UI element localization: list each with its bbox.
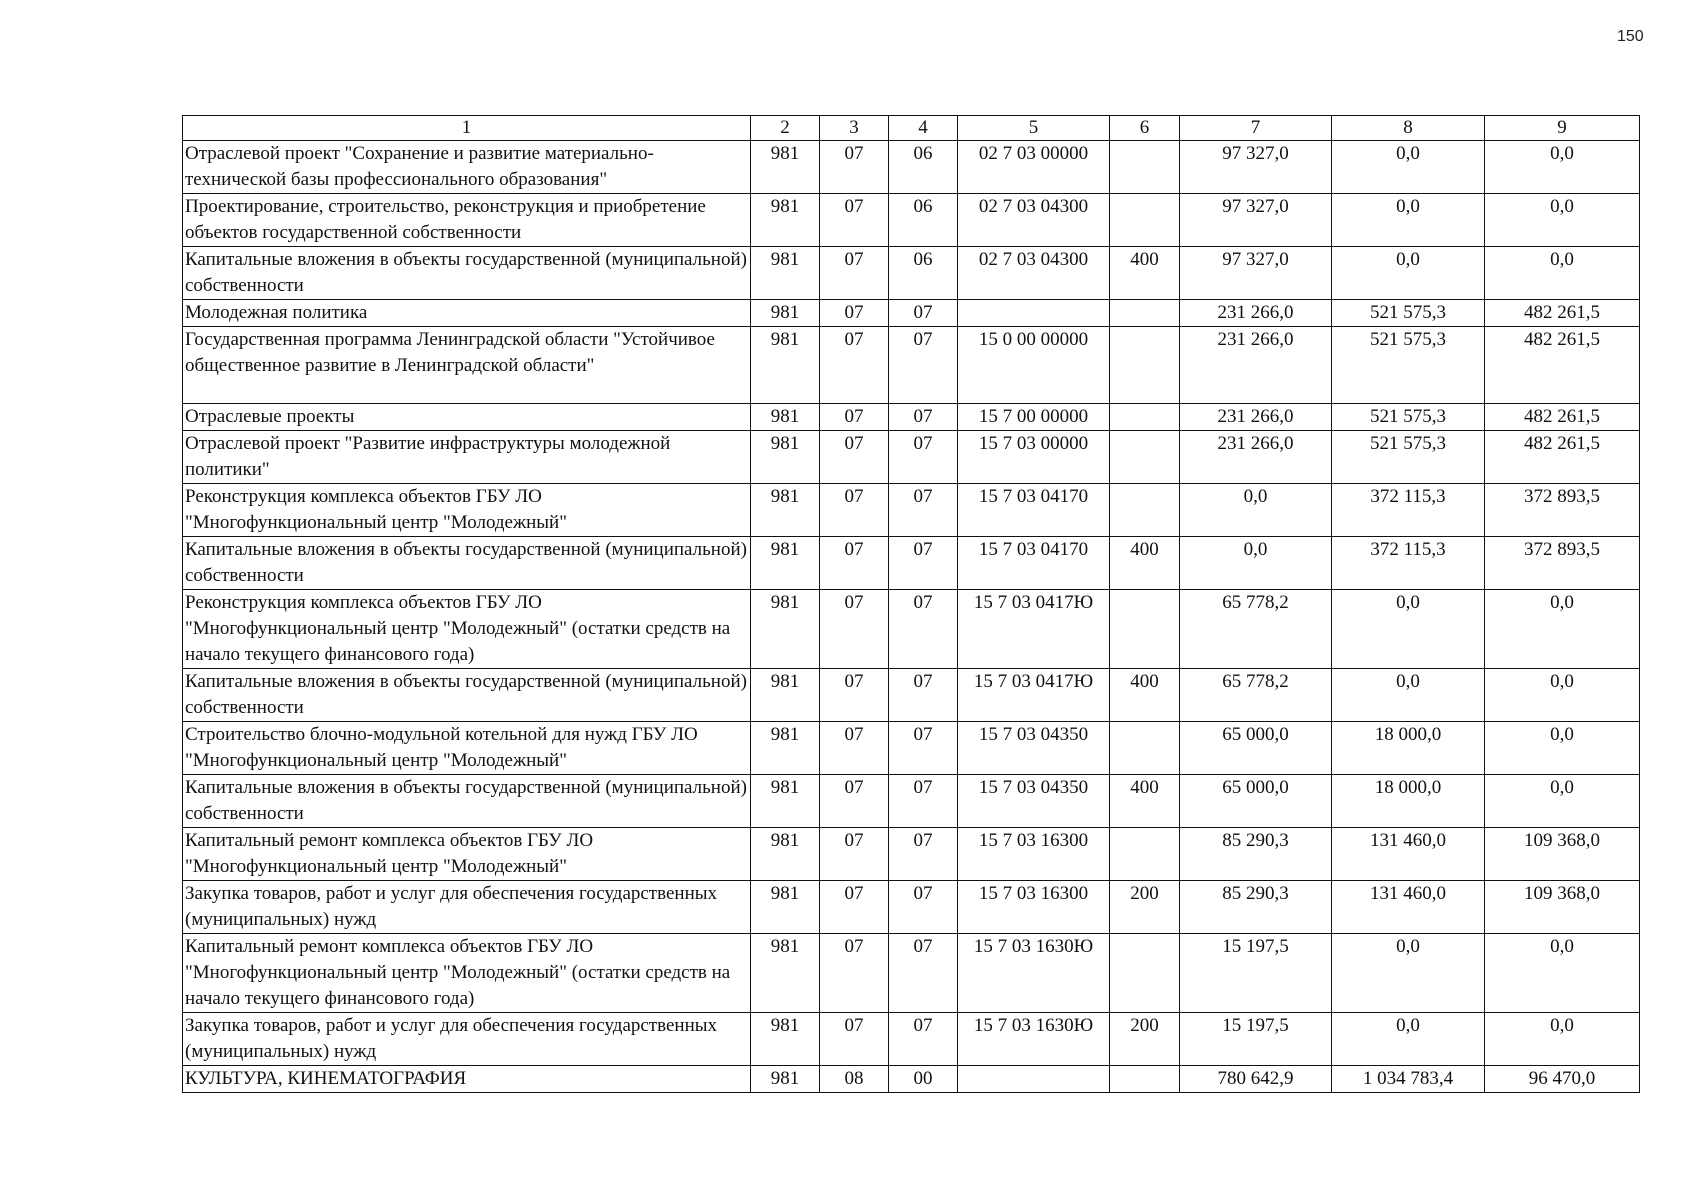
row-subsection-cell: 07 <box>889 881 958 934</box>
row-target-code-cell: 15 7 03 1630Ю <box>958 934 1110 1013</box>
table-row <box>183 722 1640 775</box>
row-expense-type-cell <box>1110 141 1180 194</box>
row-amount-9-cell: 482 261,5 <box>1485 404 1640 431</box>
row-section-cell: 07 <box>820 881 889 934</box>
row-amount-8-cell: 0,0 <box>1332 590 1485 669</box>
row-target-code-cell: 15 7 03 04170 <box>958 484 1110 537</box>
row-amount-9-cell: 482 261,5 <box>1485 300 1640 327</box>
row-amount-8-cell: 0,0 <box>1332 141 1485 194</box>
row-subsection-cell: 07 <box>889 669 958 722</box>
row-expense-type-cell <box>1110 431 1180 484</box>
row-target-code-cell: 15 7 03 04350 <box>958 722 1110 775</box>
row-section-cell: 07 <box>820 1013 889 1066</box>
row-section-cell: 07 <box>820 590 889 669</box>
row-target-code-cell: 15 7 03 16300 <box>958 828 1110 881</box>
row-section-cell: 08 <box>820 1066 889 1093</box>
table-row <box>183 300 1640 327</box>
row-admin-code-cell: 981 <box>751 1066 820 1093</box>
row-expense-type-cell <box>1110 722 1180 775</box>
row-amount-8-cell: 131 460,0 <box>1332 828 1485 881</box>
row-admin-code-cell: 981 <box>751 404 820 431</box>
table-row <box>183 1066 1640 1093</box>
row-target-code-cell: 15 7 03 16300 <box>958 881 1110 934</box>
row-amount-7-cell: 231 266,0 <box>1180 300 1332 327</box>
row-amount-7-cell: 85 290,3 <box>1180 881 1332 934</box>
row-section-cell: 07 <box>820 537 889 590</box>
row-subsection-cell: 07 <box>889 934 958 1013</box>
row-amount-9-cell: 0,0 <box>1485 247 1640 300</box>
row-amount-8-cell: 521 575,3 <box>1332 300 1485 327</box>
row-expense-type-cell: 400 <box>1110 669 1180 722</box>
row-amount-7-cell: 97 327,0 <box>1180 247 1332 300</box>
row-section-cell: 07 <box>820 669 889 722</box>
row-section-cell: 07 <box>820 484 889 537</box>
row-amount-7-cell: 231 266,0 <box>1180 327 1332 404</box>
row-expense-type-cell <box>1110 934 1180 1013</box>
table-row <box>183 431 1640 484</box>
row-amount-9-cell: 0,0 <box>1485 722 1640 775</box>
row-admin-code-cell: 981 <box>751 775 820 828</box>
row-amount-8-cell: 18 000,0 <box>1332 722 1485 775</box>
row-target-code-cell <box>958 1066 1110 1093</box>
row-target-code-cell: 15 7 03 0417Ю <box>958 590 1110 669</box>
table-row <box>183 828 1640 881</box>
row-target-code-cell: 02 7 03 00000 <box>958 141 1110 194</box>
row-amount-9-cell: 0,0 <box>1485 1013 1640 1066</box>
row-section-cell: 07 <box>820 828 889 881</box>
row-amount-7-cell: 97 327,0 <box>1180 194 1332 247</box>
row-name-cell: Реконструкция комплекса объектов ГБУ ЛО "Многофункциональный центр "Молодежный" (остатки средств на начало текущего финансового года) <box>183 590 751 669</box>
row-subsection-cell: 07 <box>889 537 958 590</box>
row-amount-8-cell: 372 115,3 <box>1332 484 1485 537</box>
row-amount-7-cell: 85 290,3 <box>1180 828 1332 881</box>
row-amount-8-cell: 0,0 <box>1332 1013 1485 1066</box>
row-name-cell: Капитальные вложения в объекты государственной (муниципальной) собственности <box>183 669 751 722</box>
row-amount-9-cell: 109 368,0 <box>1485 881 1640 934</box>
row-admin-code-cell: 981 <box>751 590 820 669</box>
row-amount-7-cell: 231 266,0 <box>1180 431 1332 484</box>
header-cell: 7 <box>1180 116 1332 141</box>
row-name-cell: Капитальные вложения в объекты государственной (муниципальной) собственности <box>183 247 751 300</box>
row-name-cell: Отраслевой проект "Сохранение и развитие материально-технической базы профессионального образования" <box>183 141 751 194</box>
row-section-cell: 07 <box>820 141 889 194</box>
row-amount-8-cell: 0,0 <box>1332 669 1485 722</box>
row-name-cell: КУЛЬТУРА, КИНЕМАТОГРАФИЯ <box>183 1066 751 1093</box>
header-cell: 2 <box>751 116 820 141</box>
row-amount-8-cell: 0,0 <box>1332 194 1485 247</box>
row-expense-type-cell <box>1110 327 1180 404</box>
table-row <box>183 194 1640 247</box>
row-name-cell: Капитальные вложения в объекты государственной (муниципальной) собственности <box>183 537 751 590</box>
table-row <box>183 404 1640 431</box>
row-expense-type-cell: 200 <box>1110 881 1180 934</box>
header-cell: 9 <box>1485 116 1640 141</box>
row-subsection-cell: 07 <box>889 775 958 828</box>
header-cell: 1 <box>183 116 751 141</box>
row-section-cell: 07 <box>820 775 889 828</box>
row-section-cell: 07 <box>820 194 889 247</box>
row-name-cell: Капитальные вложения в объекты государственной (муниципальной) собственности <box>183 775 751 828</box>
row-subsection-cell: 07 <box>889 590 958 669</box>
row-amount-7-cell: 15 197,5 <box>1180 934 1332 1013</box>
header-cell: 8 <box>1332 116 1485 141</box>
row-subsection-cell: 07 <box>889 327 958 404</box>
row-admin-code-cell: 981 <box>751 828 820 881</box>
row-amount-9-cell: 109 368,0 <box>1485 828 1640 881</box>
row-admin-code-cell: 981 <box>751 327 820 404</box>
row-subsection-cell: 07 <box>889 484 958 537</box>
row-amount-7-cell: 0,0 <box>1180 484 1332 537</box>
row-admin-code-cell: 981 <box>751 484 820 537</box>
row-expense-type-cell: 400 <box>1110 247 1180 300</box>
row-subsection-cell: 07 <box>889 431 958 484</box>
row-target-code-cell: 15 7 03 00000 <box>958 431 1110 484</box>
row-amount-8-cell: 18 000,0 <box>1332 775 1485 828</box>
row-section-cell: 07 <box>820 722 889 775</box>
row-expense-type-cell <box>1110 404 1180 431</box>
row-admin-code-cell: 981 <box>751 431 820 484</box>
row-amount-8-cell: 521 575,3 <box>1332 431 1485 484</box>
row-target-code-cell <box>958 300 1110 327</box>
row-name-cell: Реконструкция комплекса объектов ГБУ ЛО "Многофункциональный центр "Молодежный" <box>183 484 751 537</box>
table-row <box>183 1013 1640 1066</box>
table-row <box>183 881 1640 934</box>
header-cell: 6 <box>1110 116 1180 141</box>
row-amount-9-cell: 0,0 <box>1485 141 1640 194</box>
table-body <box>183 141 1640 1093</box>
row-amount-7-cell: 231 266,0 <box>1180 404 1332 431</box>
row-admin-code-cell: 981 <box>751 881 820 934</box>
row-expense-type-cell <box>1110 484 1180 537</box>
table-row <box>183 327 1640 404</box>
row-admin-code-cell: 981 <box>751 247 820 300</box>
row-amount-7-cell: 15 197,5 <box>1180 1013 1332 1066</box>
row-amount-9-cell: 96 470,0 <box>1485 1066 1640 1093</box>
row-amount-9-cell: 0,0 <box>1485 934 1640 1013</box>
row-amount-8-cell: 1 034 783,4 <box>1332 1066 1485 1093</box>
header-row <box>183 116 1640 141</box>
row-amount-9-cell: 0,0 <box>1485 194 1640 247</box>
row-name-cell: Молодежная политика <box>183 300 751 327</box>
row-amount-7-cell: 65 000,0 <box>1180 775 1332 828</box>
row-name-cell: Проектирование, строительство, реконструкция и приобретение объектов государственной собственности <box>183 194 751 247</box>
row-name-cell: Государственная программа Ленинградской области "Устойчивое общественное развитие в Ленинградской области" <box>183 327 751 404</box>
row-target-code-cell: 02 7 03 04300 <box>958 194 1110 247</box>
row-amount-9-cell: 482 261,5 <box>1485 431 1640 484</box>
row-subsection-cell: 07 <box>889 828 958 881</box>
row-expense-type-cell: 200 <box>1110 1013 1180 1066</box>
row-admin-code-cell: 981 <box>751 1013 820 1066</box>
row-section-cell: 07 <box>820 934 889 1013</box>
row-section-cell: 07 <box>820 404 889 431</box>
row-section-cell: 07 <box>820 300 889 327</box>
row-amount-7-cell: 65 778,2 <box>1180 669 1332 722</box>
budget-table <box>182 115 1640 1093</box>
row-admin-code-cell: 981 <box>751 722 820 775</box>
table-row <box>183 141 1640 194</box>
table-row <box>183 934 1640 1013</box>
row-admin-code-cell: 981 <box>751 669 820 722</box>
row-admin-code-cell: 981 <box>751 934 820 1013</box>
row-subsection-cell: 06 <box>889 194 958 247</box>
row-amount-7-cell: 0,0 <box>1180 537 1332 590</box>
row-admin-code-cell: 981 <box>751 141 820 194</box>
row-expense-type-cell: 400 <box>1110 775 1180 828</box>
row-expense-type-cell <box>1110 194 1180 247</box>
row-amount-9-cell: 0,0 <box>1485 669 1640 722</box>
row-section-cell: 07 <box>820 247 889 300</box>
header-cell: 4 <box>889 116 958 141</box>
row-amount-8-cell: 131 460,0 <box>1332 881 1485 934</box>
table-row <box>183 537 1640 590</box>
row-subsection-cell: 07 <box>889 1013 958 1066</box>
row-section-cell: 07 <box>820 431 889 484</box>
row-admin-code-cell: 981 <box>751 194 820 247</box>
row-amount-8-cell: 521 575,3 <box>1332 404 1485 431</box>
row-amount-9-cell: 0,0 <box>1485 590 1640 669</box>
row-target-code-cell: 02 7 03 04300 <box>958 247 1110 300</box>
row-subsection-cell: 07 <box>889 722 958 775</box>
row-name-cell: Отраслевые проекты <box>183 404 751 431</box>
row-amount-8-cell: 0,0 <box>1332 934 1485 1013</box>
row-target-code-cell: 15 7 03 04170 <box>958 537 1110 590</box>
row-admin-code-cell: 981 <box>751 300 820 327</box>
row-amount-7-cell: 97 327,0 <box>1180 141 1332 194</box>
row-amount-7-cell: 780 642,9 <box>1180 1066 1332 1093</box>
row-subsection-cell: 07 <box>889 404 958 431</box>
row-name-cell: Капитальный ремонт комплекса объектов ГБУ ЛО "Многофункциональный центр "Молодежный" (остатки средств на начало текущего финансового года) <box>183 934 751 1013</box>
row-subsection-cell: 00 <box>889 1066 958 1093</box>
table-row <box>183 775 1640 828</box>
row-amount-8-cell: 0,0 <box>1332 247 1485 300</box>
table-row <box>183 669 1640 722</box>
table-row <box>183 484 1640 537</box>
row-name-cell: Строительство блочно-модульной котельной для нужд ГБУ ЛО "Многофункциональный центр "Молодежный" <box>183 722 751 775</box>
header-cell: 3 <box>820 116 889 141</box>
row-name-cell: Закупка товаров, работ и услуг для обеспечения государственных (муниципальных) нужд <box>183 1013 751 1066</box>
row-section-cell: 07 <box>820 327 889 404</box>
table-row <box>183 590 1640 669</box>
row-expense-type-cell <box>1110 590 1180 669</box>
row-amount-9-cell: 372 893,5 <box>1485 537 1640 590</box>
table-row <box>183 247 1640 300</box>
row-amount-9-cell: 482 261,5 <box>1485 327 1640 404</box>
row-expense-type-cell <box>1110 300 1180 327</box>
row-amount-7-cell: 65 000,0 <box>1180 722 1332 775</box>
row-amount-7-cell: 65 778,2 <box>1180 590 1332 669</box>
row-subsection-cell: 06 <box>889 247 958 300</box>
row-expense-type-cell <box>1110 828 1180 881</box>
row-target-code-cell: 15 7 00 00000 <box>958 404 1110 431</box>
header-cell: 5 <box>958 116 1110 141</box>
row-subsection-cell: 06 <box>889 141 958 194</box>
row-name-cell: Закупка товаров, работ и услуг для обеспечения государственных (муниципальных) нужд <box>183 881 751 934</box>
row-expense-type-cell <box>1110 1066 1180 1093</box>
row-target-code-cell: 15 7 03 04350 <box>958 775 1110 828</box>
page-number: 150 <box>1617 28 1644 45</box>
row-target-code-cell: 15 7 03 1630Ю <box>958 1013 1110 1066</box>
row-name-cell: Отраслевой проект "Развитие инфраструктуры молодежной политики" <box>183 431 751 484</box>
row-amount-9-cell: 0,0 <box>1485 775 1640 828</box>
row-admin-code-cell: 981 <box>751 537 820 590</box>
row-target-code-cell: 15 0 00 00000 <box>958 327 1110 404</box>
row-target-code-cell: 15 7 03 0417Ю <box>958 669 1110 722</box>
row-expense-type-cell: 400 <box>1110 537 1180 590</box>
row-amount-9-cell: 372 893,5 <box>1485 484 1640 537</box>
row-name-cell: Капитальный ремонт комплекса объектов ГБУ ЛО "Многофункциональный центр "Молодежный" <box>183 828 751 881</box>
row-subsection-cell: 07 <box>889 300 958 327</box>
row-amount-8-cell: 372 115,3 <box>1332 537 1485 590</box>
row-amount-8-cell: 521 575,3 <box>1332 327 1485 404</box>
